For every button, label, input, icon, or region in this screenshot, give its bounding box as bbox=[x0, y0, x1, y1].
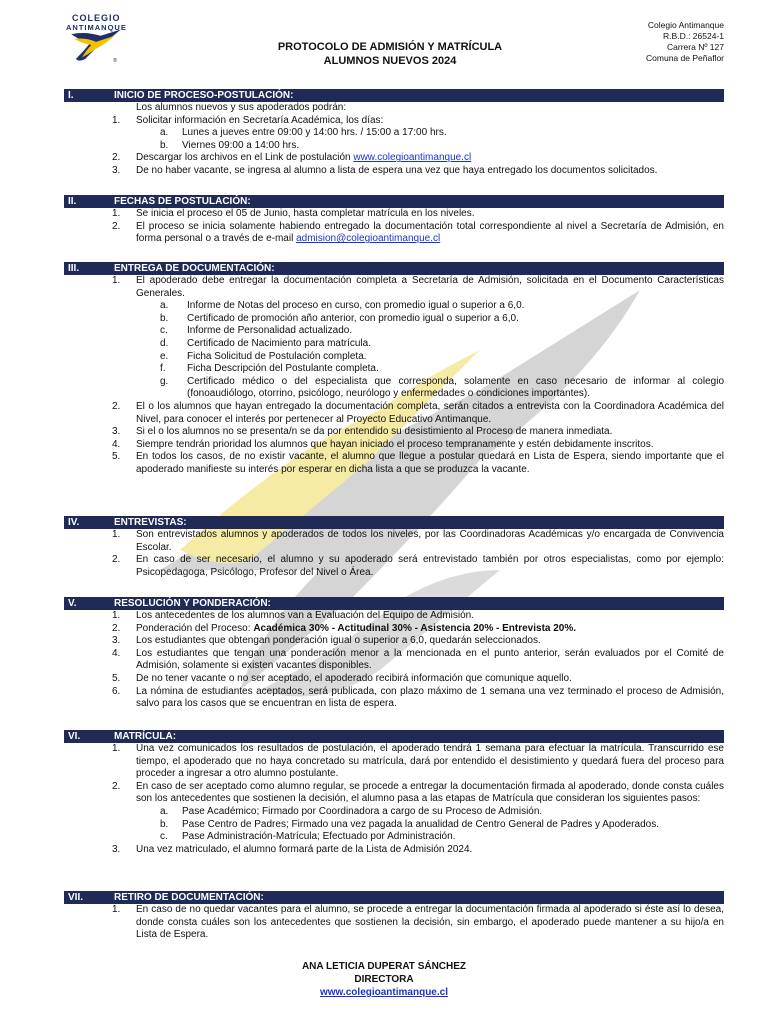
list-item: 3. Si el o los alumnos no se presenta/n se da por entendido su desistimiento al Proceso de manera inmediata. bbox=[112, 426, 613, 438]
list-item: 1. El apoderado debe entregar la documentación completa a Secretaría de Admisión, solicitada en el Documento Características Generales. bbox=[112, 275, 724, 299]
section-entrevistas bbox=[64, 516, 724, 579]
list-item: 1. Solicitar información en Secretaría Académica, los días: bbox=[112, 114, 384, 126]
section-intro: Los alumnos nuevos y sus apoderados podrán: bbox=[136, 102, 347, 113]
list-item: 3. De no haber vacante, se ingresa al alumno a lista de espera una vez que haya entregado los documentos solicitados. bbox=[112, 164, 658, 176]
list-subitem: b. Certificado de promoción año anterior, con promedio igual o superior a 6,0. bbox=[160, 312, 519, 324]
list-item: 3. Los estudiantes que obtengan ponderación igual o superior a 6,0, quedarán seleccionados. bbox=[112, 635, 541, 647]
list-subitem: a. Pase Académico; Firmado por Coordinadora a cargo de su Proceso de Admisión. bbox=[160, 805, 543, 817]
signature-name: ANA LETICIA DUPERAT SÁNCHEZ bbox=[301, 961, 467, 972]
section-heading: VI. MATRÍCULA: bbox=[64, 730, 724, 743]
list-item: 6. La nómina de estudiantes aceptados, será publicada, con plazo máximo de 1 semana una vez terminado el proceso de Admisión, salvo para los casos que se encuentran en lista de espera. bbox=[112, 685, 724, 710]
section-heading: VII. RETIRO DE DOCUMENTACIÓN: bbox=[64, 891, 724, 904]
list-item: 3. Una vez matriculado, el alumno formará parte de la Lista de Admisión 2024. bbox=[112, 843, 473, 855]
signature-role: DIRECTORA bbox=[354, 974, 414, 985]
list-item: 4. Siempre tendrán prioridad los alumnos que hayan iniciado el proceso tempranamente y estén debidamente inscritos. bbox=[112, 438, 654, 450]
signature-block bbox=[0, 960, 768, 999]
section-heading: II. FECHAS DE POSTULACIÓN: bbox=[64, 195, 724, 208]
list-subitem: e. Ficha Solicitud de Postulación completa. bbox=[160, 350, 367, 362]
svg-text:®: ® bbox=[113, 58, 118, 65]
section-heading: I. INICIO DE PROCESO-POSTULACIÓN: bbox=[64, 89, 724, 102]
list-subitem: g. Certificado médico o del especialista que corresponda, solamente en caso necesario de informar al colegio (fonoaudiólogo, otorrino, psicólogo, neurólogo y enfermedades o condiciones importantes). bbox=[160, 375, 724, 400]
list-subitem: b. Viernes 09:00 a 14:00 hrs. bbox=[160, 139, 300, 151]
list-item: 2. Ponderación del Proceso: Académica 30% - Actitudinal 30% - Asistencia 20% - Entrevista 20%. bbox=[112, 622, 577, 634]
section-retiro bbox=[64, 891, 724, 942]
email-link[interactable]: admision@colegioantimanque.cl bbox=[296, 233, 441, 245]
list-subitem: c. Pase Administración-Matrícula; Efectuado por Administración. bbox=[160, 831, 456, 843]
section-heading: V. RESOLUCIÓN Y PONDERACIÓN: bbox=[64, 597, 724, 610]
section-inicio bbox=[64, 89, 724, 178]
list-item: 2. El proceso se inicia solamente habiendo entregado la documentación total correspondiente al nivel a Secretaría de Admisión, en forma personal o a través de e-mail admision@colegioantimanque.cl bbox=[112, 220, 724, 245]
list-item: 2. El o los alumnos que hayan entregado la documentación completa, serán citados a entrevista con la Coordinadora Académica del Nivel, para conocer el interés por pertenecer al Proyecto Educativo Antimanque. bbox=[112, 400, 724, 425]
list-item: 1. Los antecedentes de los alumnos van a Evaluación del Equipo de Admisión. bbox=[112, 610, 475, 621]
website-link[interactable]: www.colegioantimanque.cl bbox=[320, 987, 448, 998]
section-resolucion bbox=[64, 597, 724, 711]
school-info: Colegio Antimanque R.B.D.: 26524-1 Carrera Nº 127 Comuna de Peñaflor bbox=[646, 20, 724, 63]
list-item: 5. De no tener vacante o no ser aceptado, el apoderado recibirá información que comunique aquello. bbox=[112, 672, 572, 684]
list-item: 1. Una vez comunicados los resultados de postulación, el apoderado tendrá 1 semana para efectuar la matrícula. Transcurrido ese tiempo, el apoderado que no haya concretado su matrícula, dará por entendido el desistimiento y quedará fuera del proceso para proceder a ingresar a otro alumno postulante. bbox=[112, 743, 724, 780]
list-item: 1. Son entrevistados alumnos y apoderados de todos los niveles, por las Coordinadoras Académicas y/o encargada de Convivencia Escolar. bbox=[112, 529, 724, 553]
list-item: 1. Se inicia el proceso el 05 de Junio, hasta completar matrícula en los niveles. bbox=[112, 208, 475, 219]
list-item: 5. En todos los casos, de no existir vacante, el alumno que llegue a postular quedará en Lista de Espera, siendo importante que el apoderado manifieste su interés por esperar en dicha lista a que se produzca la vacante. bbox=[112, 451, 724, 475]
logo-text: COLEGIO ANTIMANQUE bbox=[66, 13, 127, 32]
section-heading: IV. ENTREVISTAS: bbox=[64, 516, 724, 529]
section-heading: III. ENTREGA DE DOCUMENTACIÓN: bbox=[64, 262, 724, 275]
condor-logo-icon bbox=[62, 28, 130, 76]
list-item: 4. Los estudiantes que tengan una ponderación menor a la mencionada en el punto anterior, serán evaluados por el Comité de Admisión, solamente si existen vacantes disponibles. bbox=[112, 647, 724, 672]
list-item: 2. En caso de ser necesario, el alumno y su apoderado será entrevistado también por otros especialistas, como por ejemplo: Psicopedagoga, Psicólogo, Profesor del Nivel o Área. bbox=[112, 554, 724, 578]
document-title: PROTOCOLO DE ADMISIÓN Y MATRÍCULA ALUMNOS NUEVOS 2024 bbox=[277, 41, 503, 67]
website-link[interactable]: www.colegioantimanque.cl bbox=[353, 152, 472, 164]
list-subitem: a. Lunes a jueves entre 09:00 y 14:00 hrs. / 15:00 a 17:00 hrs. bbox=[160, 127, 447, 139]
list-subitem: f. Ficha Descripción del Postulante completa. bbox=[160, 363, 379, 375]
list-subitem: d. Certificado de Nacimiento para matrícula. bbox=[160, 337, 371, 349]
section-matricula bbox=[64, 730, 724, 856]
list-item: 2. Descargar los archivos en el Link de postulación www.colegioantimanque.cl bbox=[112, 152, 472, 164]
list-subitem: b. Pase Centro de Padres; Firmado una vez pagada la anualidad de Centro General de Padres y Apoderados. bbox=[160, 818, 659, 830]
list-subitem: a. Informe de Notas del proceso en curso, con promedio igual o superior a 6,0. bbox=[160, 300, 525, 312]
list-item: 1. En caso de no quedar vacantes para el alumno, se procede a entregar la documentación firmada al apoderado si éste así lo desea, donde consta cuáles son los antecedentes que sostienen la decisión, sin embargo, el apoderado puede mantener a su hijo/a en Lista de Espera. bbox=[112, 904, 724, 941]
list-subitem: c. Informe de Personalidad actualizado. bbox=[160, 325, 353, 337]
section-documentacion bbox=[64, 262, 724, 477]
section-fechas bbox=[64, 195, 724, 246]
list-item: 2. En caso de ser aceptado como alumno regular, se procede a entregar la documentación firmada al apoderado, donde consta cuáles son los antecedentes que sostienen la decisión, el alumno pasa a las etapas de Matrícula que consideran los siguientes pasos: bbox=[112, 780, 724, 805]
